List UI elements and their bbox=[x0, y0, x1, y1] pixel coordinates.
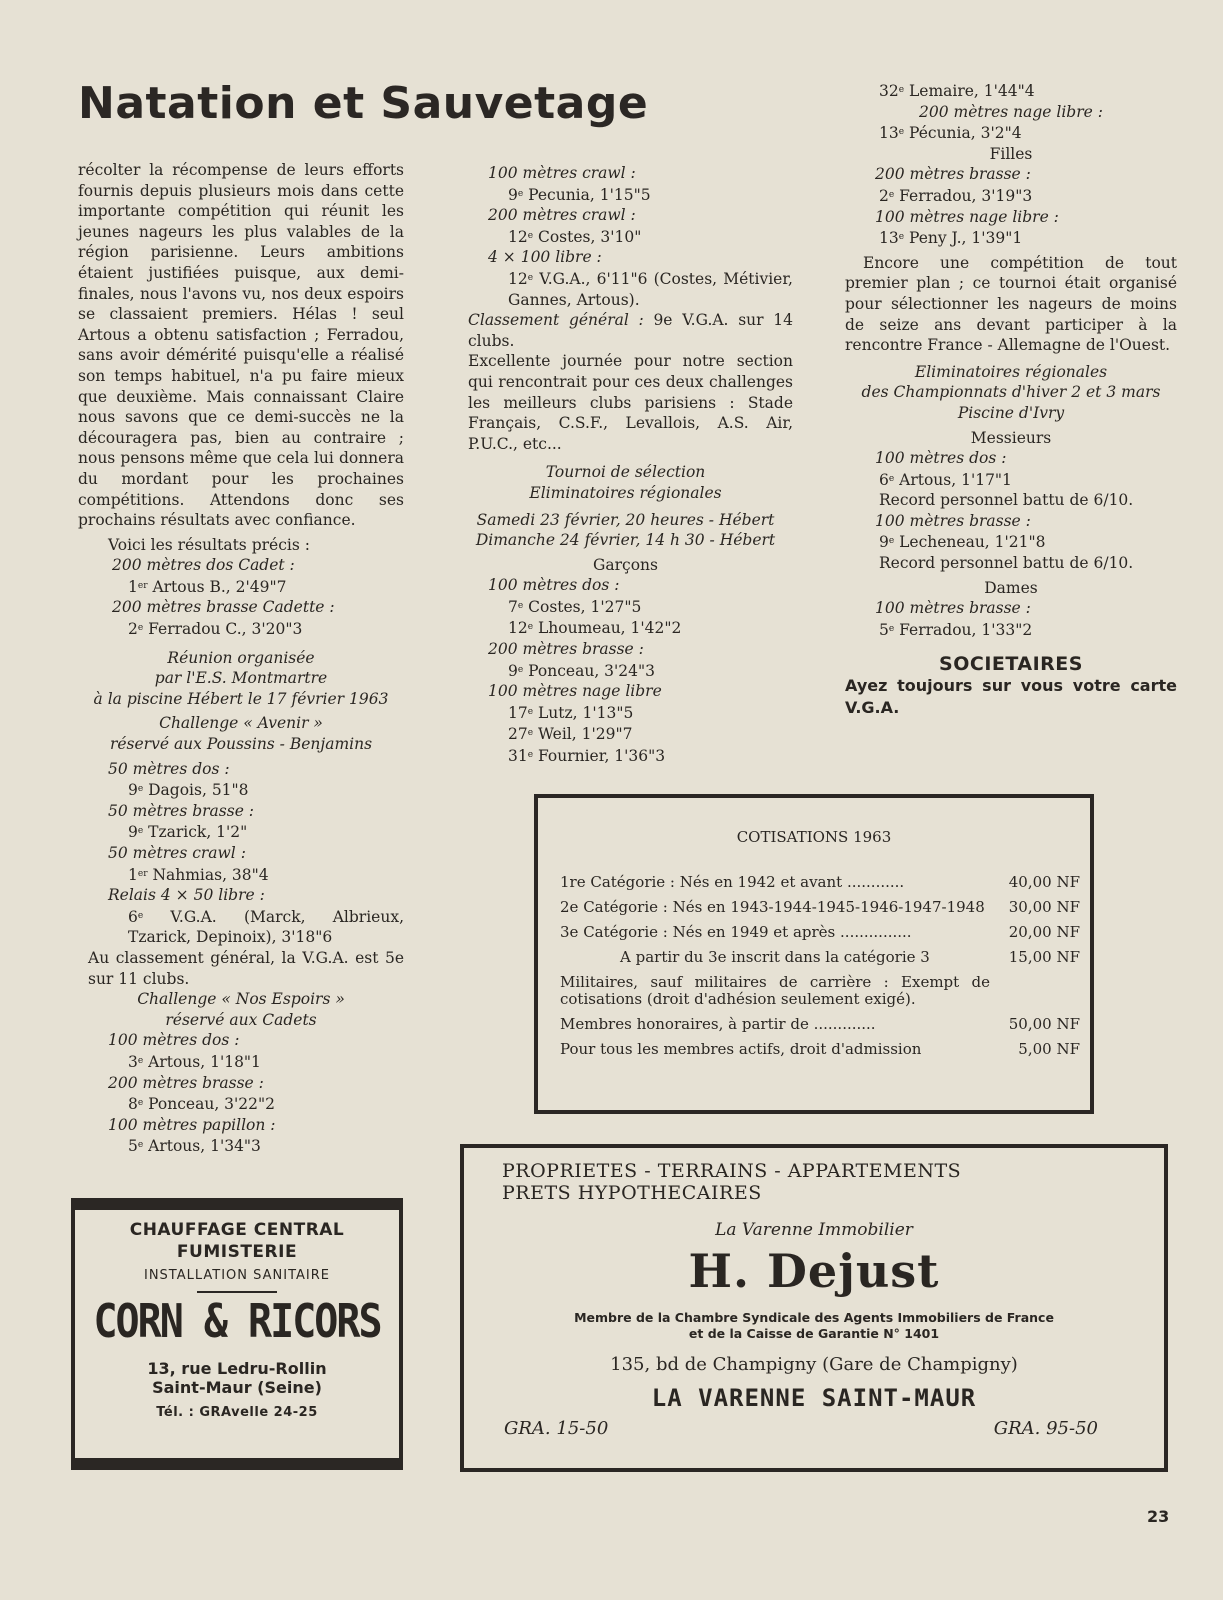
category-heading: Messieurs bbox=[970, 428, 1052, 447]
cotisation-row: 2e Catégorie : Nés en 1943-1944-1945-1946-1947-1948 30,00 NF bbox=[560, 898, 1080, 916]
ad-name: H. Dejust bbox=[688, 1244, 940, 1298]
event-label: 200 mètres brasse : bbox=[108, 1073, 264, 1092]
result-line: 9e Tzarick, 1'2" bbox=[128, 823, 248, 842]
ad-headline: PROPRIETES - TERRAINS - APPARTEMENTS PRETS HYPOTHECAIRES bbox=[502, 1160, 962, 1204]
divider bbox=[197, 1291, 277, 1293]
result-line: 6e Artous, 1'17"1 bbox=[879, 470, 1012, 489]
result-line: 9e Dagois, 51"8 bbox=[128, 781, 249, 800]
category-heading: Dames bbox=[984, 578, 1038, 597]
event-label: 100 mètres dos : bbox=[488, 576, 620, 595]
event-label: 200 mètres crawl : bbox=[488, 206, 636, 225]
result-line: 8e Ponceau, 3'22"2 bbox=[128, 1095, 276, 1114]
ad-line: INSTALLATION SANITAIRE bbox=[143, 1268, 331, 1283]
cotisation-row: Membres honoraires, à partir de ............. 50,00 NF bbox=[560, 1015, 1080, 1033]
event-label: 4 × 100 libre : bbox=[488, 248, 602, 267]
result-line: 2e Ferradou C., 3'20"3 bbox=[128, 620, 303, 639]
militaires-note: Militaires, sauf militaires de carrière : Exempt de cotisations (droit d'adhésion seulement exigé). bbox=[560, 973, 990, 1008]
section-heading: Piscine d'Ivry bbox=[957, 403, 1065, 422]
page-number: 23 bbox=[1147, 1507, 1170, 1526]
result-line: 7e Costes, 1'27"5 bbox=[508, 597, 642, 616]
event-label: 100 mètres nage libre bbox=[488, 682, 662, 701]
result-line: 6e V.G.A. (Marck, Albrieux, Tzarick, Depinoix), 3'18"6 bbox=[128, 907, 404, 947]
ad-city: LA VARENNE SAINT-MAUR bbox=[651, 1384, 977, 1412]
result-line: 27e Weil, 1'29"7 bbox=[508, 725, 633, 744]
cotisation-row: A partir du 3e inscrit dans la catégorie 3 15,00 NF bbox=[620, 948, 1080, 966]
result-line: 17e Lutz, 1'13"5 bbox=[508, 703, 634, 722]
excellente-paragraph: Excellente journée pour notre section qui rencontrait pour ces deux challenges les meilleurs clubs parisiens : Stade Français, C.S.F., Levallois, A.S. Air, P.U.C., etc... bbox=[468, 352, 793, 453]
result-line: 12e V.G.A., 6'11"6 (Costes, Métivier, Gannes, Artous). bbox=[508, 269, 793, 309]
date-line: Samedi 23 février, 20 heures - Hébert bbox=[476, 510, 775, 529]
result-line: 13e Pécunia, 3'2"4 bbox=[879, 124, 1022, 143]
section-heading: des Championnats d'hiver 2 et 3 mars bbox=[861, 383, 1161, 402]
ad-subtitle: La Varenne Immobilier bbox=[715, 1220, 913, 1240]
result-line: 5e Ferradou, 1'33"2 bbox=[879, 620, 1033, 639]
event-label: 50 mètres dos : bbox=[108, 759, 230, 778]
classement-general: Classement général : 9e V.G.A. sur 14 clubs. bbox=[468, 311, 793, 350]
result-line: 13e Peny J., 1'39"1 bbox=[879, 229, 1023, 248]
event-label: 100 mètres brasse : bbox=[875, 599, 1031, 618]
ad-brand: CORN & RICORS bbox=[93, 1295, 381, 1349]
result-line: 1er Nahmias, 38"4 bbox=[128, 865, 269, 884]
ad-address: 13, rue Ledru-Rollin bbox=[147, 1359, 327, 1378]
event-label: 200 mètres nage libre : bbox=[919, 102, 1103, 121]
ad-line: CHAUFFAGE CENTRAL bbox=[129, 1220, 345, 1240]
page-title: Natation et Sauvetage bbox=[78, 78, 649, 129]
challenge-heading: réservé aux Cadets bbox=[165, 1010, 317, 1029]
ad-address: 135, bd de Champigny (Gare de Champigny) bbox=[610, 1354, 1018, 1375]
challenge-heading: Challenge « Avenir » bbox=[159, 714, 323, 733]
result-line: 3e Artous, 1'18"1 bbox=[128, 1052, 261, 1071]
date-line: Dimanche 24 février, 14 h 30 - Hébert bbox=[475, 531, 776, 550]
event-label: 50 mètres brasse : bbox=[108, 801, 255, 820]
result-line: 12e Lhoumeau, 1'42"2 bbox=[508, 619, 682, 638]
event-label: 100 mètres dos : bbox=[108, 1031, 240, 1050]
record-note: Record personnel battu de 6/10. bbox=[879, 491, 1134, 510]
societaires-text: Ayez toujours sur vous votre carte V.G.A. bbox=[845, 676, 1177, 718]
result-line: 2e Ferradou, 3'19"3 bbox=[879, 186, 1033, 205]
category-heading: Garçons bbox=[593, 555, 658, 574]
event-label: 100 mètres dos : bbox=[875, 449, 1007, 468]
record-note: Record personnel battu de 6/10. bbox=[879, 554, 1134, 573]
category-heading: Filles bbox=[989, 144, 1033, 163]
section-heading: Tournoi de sélection bbox=[545, 463, 706, 482]
ad-address: Saint-Maur (Seine) bbox=[152, 1378, 322, 1397]
result-line: 9e Pecunia, 1'15"5 bbox=[508, 185, 651, 204]
result-line: 31e Fournier, 1'36"3 bbox=[508, 747, 666, 766]
event-label: 100 mètres papillon : bbox=[108, 1115, 276, 1134]
ad-phone: GRA. 95-50 bbox=[993, 1418, 1098, 1439]
intro-paragraph: récolter la récompense de leurs efforts fournis depuis plusieurs mois dans cette importante compétition qui réunit les jeunes nageurs les plus valables de la région parisienne. Leurs ambitions étaient justifiées puisque, aux demi-finales, nous l'avons vu, nos deux espoirs se classaient premiers. Hélas ! seul Artous a obtenu satisfaction ; Ferradou, sans avoir démérité puisqu'elle a réalisé son temps habituel, n'a pu faire mieux que deuxième. Mais connaissant Claire nous savons que ce demi-succès ne la découragera pas, bien au contraire ; nous pensons même que cela lui donnera du mordant pour les prochaines compétitions. Attendons donc ses prochains résultats avec confiance. bbox=[78, 161, 404, 530]
cotisation-row: Pour tous les membres actifs, droit d'admission 5,00 NF bbox=[560, 1040, 1080, 1058]
classement-paragraph: Au classement général, la V.G.A. est 5e sur 11 clubs. bbox=[88, 948, 404, 988]
encore-paragraph: Encore une compétition de tout premier plan ; ce tournoi était organisé pour sélectionner les nageurs de moins de seize ans devant participer à la rencontre France - Allemagne de l'Ouest. bbox=[845, 253, 1177, 355]
event-label: 200 mètres brasse : bbox=[875, 165, 1031, 184]
event-label: 200 mètres brasse : bbox=[488, 640, 644, 659]
ad-line: FUMISTERIE bbox=[176, 1242, 298, 1262]
challenge-heading: réservé aux Poussins - Benjamins bbox=[109, 735, 373, 754]
section-heading: Eliminatoires régionales bbox=[914, 362, 1108, 381]
ad-dejust bbox=[460, 1144, 1168, 1472]
ad-chauffage bbox=[71, 1198, 403, 1470]
cotisations-rows bbox=[560, 870, 1080, 1062]
result-line: 5e Artous, 1'34"3 bbox=[128, 1137, 261, 1156]
section-heading: à la piscine Hébert le 17 février 1963 bbox=[93, 689, 389, 708]
societaires-title: SOCIETAIRES bbox=[939, 653, 1083, 676]
event-label: 200 mètres brasse Cadette : bbox=[112, 598, 335, 617]
event-label: 200 mètres dos Cadet : bbox=[112, 556, 295, 575]
result-line: 9e Lecheneau, 1'21"8 bbox=[879, 533, 1046, 552]
result-line: 9e Ponceau, 3'24"3 bbox=[508, 661, 656, 680]
column-2 bbox=[458, 163, 793, 767]
event-label: 100 mètres nage libre : bbox=[875, 207, 1059, 226]
results-intro: Voici les résultats précis : bbox=[108, 535, 310, 554]
cotisation-row: 1re Catégorie : Nés en 1942 et avant ............ 40,00 NF bbox=[560, 873, 1080, 891]
event-label: 100 mètres brasse : bbox=[875, 511, 1031, 530]
cotisations-box bbox=[534, 794, 1094, 1114]
ad-phone: Tél. : GRAvelle 24-25 bbox=[156, 1405, 318, 1420]
ad-membre: Membre de la Chambre Syndicale des Agents Immobiliers de France et de la Caisse de Garantie N° 1401 bbox=[574, 1310, 1054, 1341]
section-heading: Eliminatoires régionales bbox=[529, 483, 722, 502]
event-label: 50 mètres crawl : bbox=[108, 844, 246, 862]
ad-phone: GRA. 15-50 bbox=[504, 1418, 609, 1439]
section-heading: par l'E.S. Montmartre bbox=[154, 669, 328, 688]
column-3 bbox=[845, 80, 1177, 719]
challenge-heading: Challenge « Nos Espoirs » bbox=[137, 990, 345, 1009]
result-line: 12e Costes, 3'10" bbox=[508, 227, 642, 246]
result-line: 1er Artous B., 2'49"7 bbox=[128, 577, 287, 596]
cotisation-row: 3e Catégorie : Nés en 1949 et après ............... 20,00 NF bbox=[560, 923, 1080, 941]
event-label: Relais 4 × 50 libre : bbox=[108, 886, 265, 905]
result-line: 32e Lemaire, 1'44"4 bbox=[879, 82, 1035, 100]
event-label: 100 mètres crawl : bbox=[488, 164, 636, 182]
section-heading: Réunion organisée bbox=[167, 648, 315, 667]
cotisations-title: COTISATIONS 1963 bbox=[736, 828, 892, 846]
column-1 bbox=[78, 160, 404, 1157]
